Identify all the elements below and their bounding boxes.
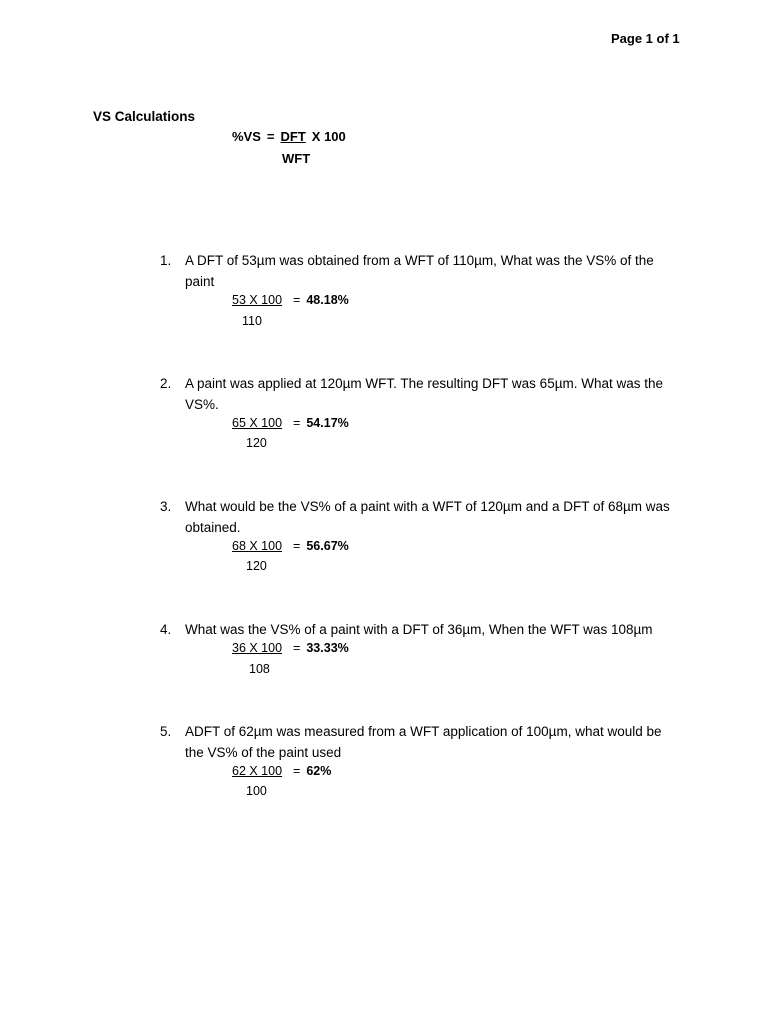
question-number: 3. <box>160 499 172 514</box>
calculation-equals: = <box>293 416 301 430</box>
vs-formula <box>232 129 352 144</box>
calculation-denominator: 100 <box>246 784 267 798</box>
calculation-numerator: 36 X 100 <box>232 641 283 655</box>
calculation-result: 54.17% <box>306 416 349 430</box>
question-item <box>160 250 680 292</box>
calculation-equals: = <box>293 539 301 553</box>
question-text: What was the VS% of a paint with a DFT of 36µm, When the WFT was 108µm <box>185 622 653 637</box>
calculation-numerator: 53 X 100 <box>232 293 283 307</box>
calculation-denominator: 120 <box>246 559 267 573</box>
calculation-result: 33.33% <box>306 641 349 655</box>
calculation-equals: = <box>293 641 301 655</box>
question-number: 2. <box>160 376 172 391</box>
calculation-result: 56.67% <box>306 539 349 553</box>
calculation-equals: = <box>293 764 301 778</box>
document-title: VS Calculations <box>93 109 196 124</box>
question-item <box>160 373 680 415</box>
calculation-result: 62% <box>306 764 332 778</box>
calculation-numerator: 68 X 100 <box>232 539 283 553</box>
question-number: 4. <box>160 622 172 637</box>
formula-operator: X 100 <box>311 129 346 144</box>
calculation-denominator: 120 <box>246 436 267 450</box>
calculation <box>232 764 331 778</box>
calculation <box>232 539 349 553</box>
page-number: Page 1 of 1 <box>611 31 680 46</box>
question-number: 1. <box>160 253 172 268</box>
calculation-numerator: 65 X 100 <box>232 416 283 430</box>
formula-equals: = <box>266 129 275 144</box>
question-text: ADFT of 62µm was measured from a WFT application of 100µm, what would be the VS% of the paint used <box>185 724 662 760</box>
question-text: A paint was applied at 120µm WFT. The resulting DFT was 65µm. What was the VS%. <box>185 376 664 412</box>
calculation-denominator: 110 <box>242 314 262 328</box>
question-item <box>160 496 680 538</box>
calculation-result: 48.18% <box>306 293 349 307</box>
formula-numerator: DFT <box>280 129 306 144</box>
question-text: What would be the VS% of a paint with a WFT of 120µm and a DFT of 68µm was obtained. <box>185 499 670 535</box>
formula-denominator: WFT <box>282 151 311 166</box>
calculation-numerator: 62 X 100 <box>232 764 283 778</box>
calculation-equals: = <box>293 293 301 307</box>
calculation <box>232 641 349 655</box>
question-number: 5. <box>160 724 172 739</box>
question-text: A DFT of 53µm was obtained from a WFT of 110µm, What was the VS% of the paint <box>185 253 654 289</box>
calculation-denominator: 108 <box>249 662 270 676</box>
question-item <box>160 721 680 763</box>
calculation <box>232 416 349 430</box>
question-item <box>160 619 680 640</box>
calculation <box>232 293 349 307</box>
formula-lhs: %VS <box>232 129 261 144</box>
